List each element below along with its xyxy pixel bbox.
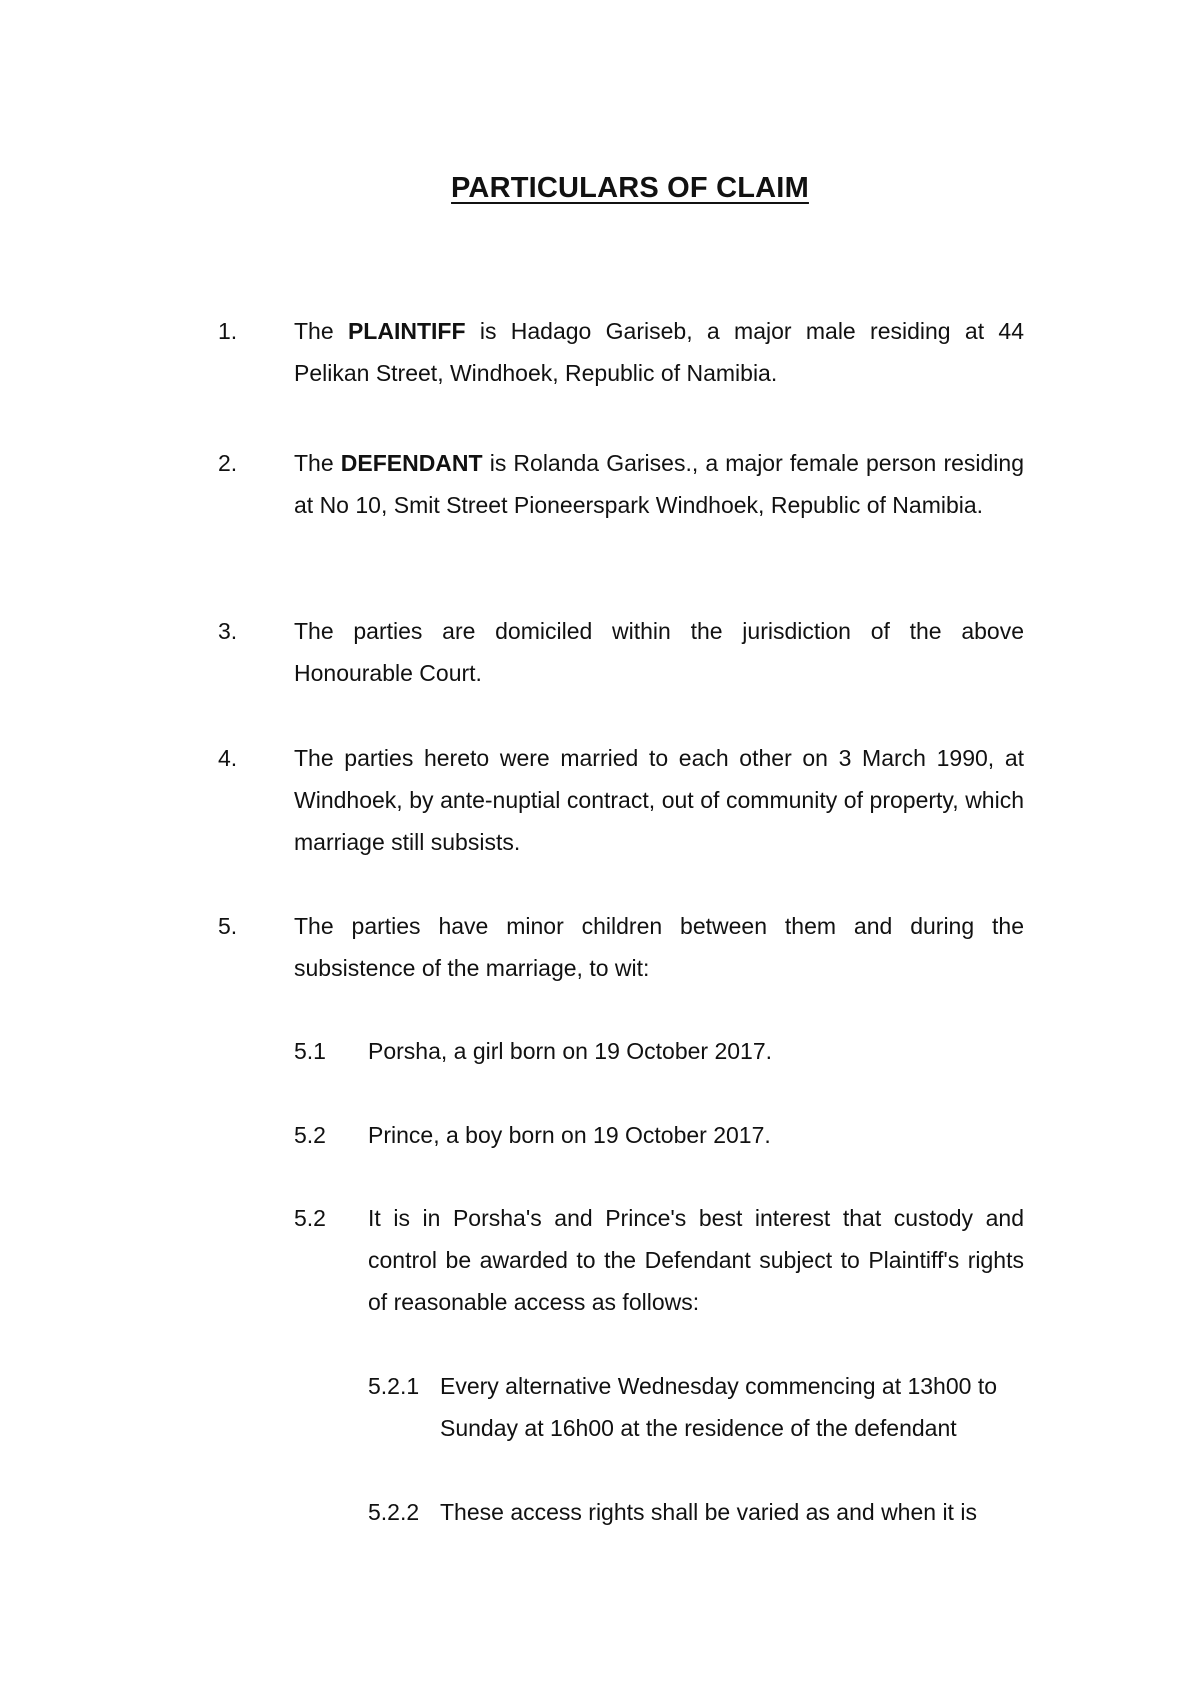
text-run: The: [294, 450, 341, 476]
paragraph-number: 5.: [218, 913, 238, 939]
plaintiff-term: PLAINTIFF: [347, 318, 466, 344]
paragraph-number: 5.2.2: [368, 1499, 420, 1525]
text-run: is Hadago Gariseb, a major male residing at 44 Pelikan Street, Windhoek, Republic of Namibia.: [294, 318, 1025, 386]
paragraph-text: These access rights shall be varied as and when it is: [440, 1499, 977, 1525]
paragraph-text: The parties are domiciled within the jurisdiction of the above Honourable Court.: [294, 618, 1024, 686]
paragraph-number: 5.1: [294, 1038, 326, 1064]
paragraph-text: The parties have minor children between them and during the subsistence of the marriage, to wit:: [294, 913, 1024, 981]
paragraph-number: 5.2: [294, 1122, 326, 1148]
paragraph-text: It is in Porsha's and Prince's best interest that custody and control be awarded to the Defendant subject to Plaintiff's rights of reasonable access as follows:: [368, 1205, 1024, 1315]
defendant-term: DEFENDANT: [340, 450, 483, 476]
text-run: The: [294, 318, 348, 344]
text-run: is Rolanda Garises., a major female person residing at No 10, Smit Street Pioneerspark Windhoek, Republic of Namibia.: [294, 450, 1024, 518]
paragraph-number: 5.2.1: [368, 1373, 420, 1399]
paragraph-number: 5.2: [294, 1205, 326, 1231]
paragraph-number: 3.: [218, 618, 238, 644]
paragraph-text: [294, 310, 1024, 394]
page-title: PARTICULARS OF CLAIM: [451, 172, 809, 204]
paragraph-text: The parties hereto were married to each other on 3 March 1990, at Windhoek, by ante-nuptial contract, out of community of property, which marriage still subsists.: [294, 745, 1024, 855]
paragraph-number: 2.: [218, 450, 238, 476]
paragraph-number: 1.: [218, 318, 238, 344]
paragraph-text: Prince, a boy born on 19 October 2017.: [368, 1122, 771, 1148]
paragraph-number: 4.: [218, 745, 238, 771]
paragraph-text: Porsha, a girl born on 19 October 2017.: [368, 1038, 773, 1064]
paragraph-text: [294, 442, 1024, 526]
paragraph-text: Every alternative Wednesday commencing at 13h00 to Sunday at 16h00 at the residence of the defendant: [440, 1373, 997, 1441]
